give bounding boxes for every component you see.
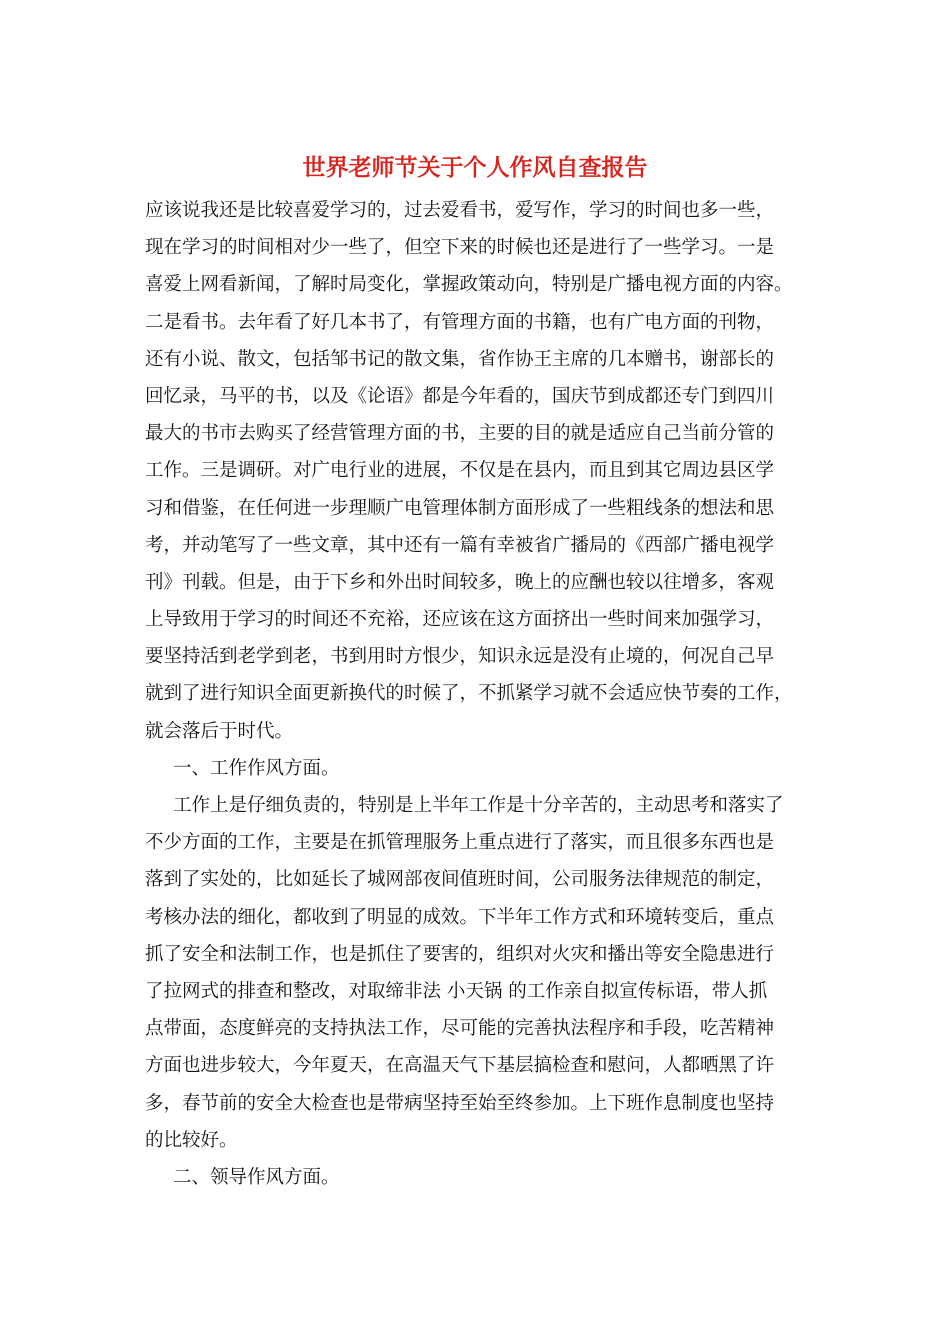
body-line: 还有小说、散文，包括邹书记的散文集，省作协王主席的几本赠书，谢部长的 — [145, 348, 775, 370]
body-line: 回忆录，马平的书，以及《论语》都是今年看的，国庆节到成都还专门到四川 — [145, 385, 775, 407]
body-line: 不少方面的工作，主要是在抓管理服务上重点进行了落实，而且很多东西也是 — [145, 832, 775, 854]
body-line: 喜爱上网看新闻，了解时局变化，掌握政策动向，特别是广播电视方面的内容。 — [145, 274, 793, 296]
body-line: 了拉网式的排查和整改，对取缔非法 小天锅 的工作亲自拟宣传标语，带人抓 — [145, 980, 768, 1002]
body-line: 刊》刊载。但是，由于下乡和外出时间较多，晚上的应酬也较以往增多，客观 — [145, 571, 775, 593]
body-line: 二、领导作风方面。 — [173, 1166, 340, 1188]
body-line: 二是看书。去年看了好几本书了，有管理方面的书籍，也有广电方面的刊物， — [145, 311, 775, 333]
body-line: 考，并动笔写了一些文章，其中还有一篇有幸被省广播局的《西部广播电视学 — [145, 534, 775, 556]
document-body — [145, 192, 815, 1196]
body-line: 习和借鉴，在任何进一步理顺广电管理体制方面形成了一些粗线条的想法和思 — [145, 497, 775, 519]
body-line: 方面也进步较大，今年夏天，在高温天气下基层搞检查和慰问，人都晒黑了许 — [145, 1055, 775, 1077]
body-line: 工作。三是调研。对广电行业的进展，不仅是在县内，而且到其它周边县区学 — [145, 460, 775, 482]
body-line: 一、工作作风方面。 — [173, 757, 340, 779]
body-line: 就会落后于时代。 — [145, 720, 294, 742]
body-line: 应该说我还是比较喜爱学习的，过去爱看书，爱写作，学习的时间也多一些， — [145, 200, 775, 221]
body-line: 的比较好。 — [145, 1129, 238, 1151]
body-line: 工作上是仔细负责的，特别是上半年工作是十分辛苦的，主动思考和落实了 — [173, 795, 784, 816]
body-line: 多，春节前的安全大检查也是带病坚持至始至终参加。上下班作息制度也坚持 — [145, 1092, 775, 1114]
body-line: 落到了实处的，比如延长了城网部夜间值班时间，公司服务法律规范的制定， — [145, 869, 775, 891]
body-line: 就到了进行知识全面更新换代的时候了，不抓紧学习就不会适应快节奏的工作， — [145, 683, 793, 705]
body-line: 最大的书市去购买了经营管理方面的书，主要的目的就是适应自己当前分管的 — [145, 423, 775, 445]
body-line: 抓了安全和法制工作，也是抓住了要害的，组织对火灾和播出等安全隐患进行 — [145, 943, 775, 965]
body-line: 考核办法的细化，都收到了明显的成效。下半年工作方式和环境转变后，重点 — [145, 906, 775, 928]
document-title: 世界老师节关于个人作风自查报告 — [302, 154, 648, 181]
body-line: 要坚持活到老学到老，书到用时方恨少，知识永远是没有止境的，何况自己早 — [145, 646, 775, 668]
body-line: 上导致用于学习的时间还不充裕，还应该在这方面挤出一些时间来加强学习， — [145, 609, 775, 631]
body-line: 点带面，态度鲜亮的支持执法工作，尽可能的完善执法程序和手段，吃苦精神 — [145, 1018, 775, 1040]
body-line: 现在学习的时间相对少一些了，但空下来的时候也还是进行了一些学习。一是 — [145, 237, 775, 259]
